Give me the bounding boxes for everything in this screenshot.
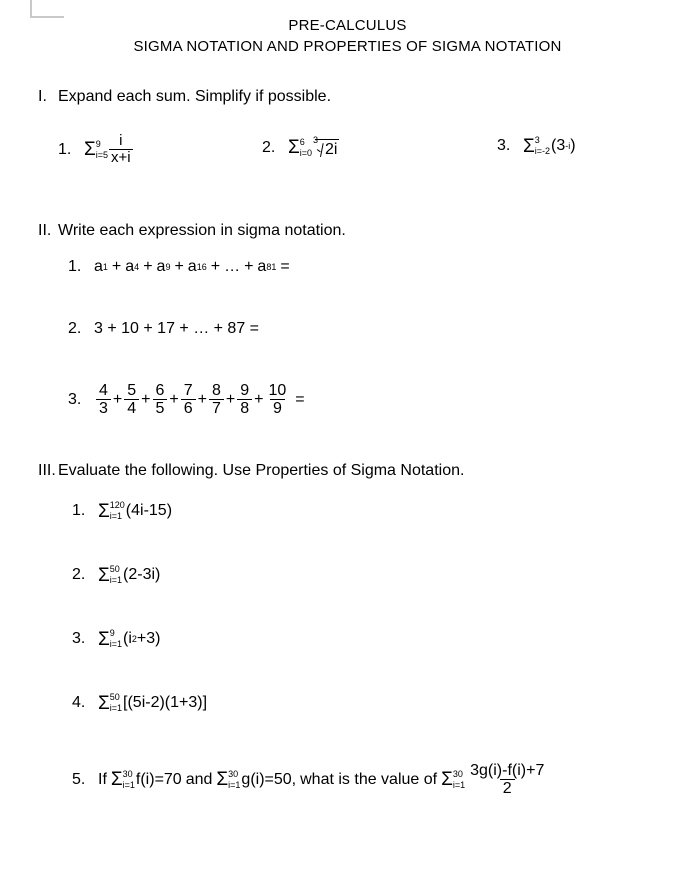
section-heading-3: [38, 462, 464, 480]
expression-fraction-series: [94, 382, 305, 417]
fraction-term-1: [96, 382, 111, 417]
sigma-limits: [228, 770, 240, 790]
problem-2-1: [68, 258, 290, 276]
question-text: what is the value of: [300, 770, 438, 788]
sigma-lower-limit: i=1: [109, 511, 123, 521]
power-exponent: -i: [565, 140, 571, 151]
sigma-operator-f: [111, 770, 135, 790]
sigma-upper-limit: 50: [109, 692, 120, 702]
sigma-limits: [300, 138, 312, 158]
fraction-numerator: i: [119, 132, 123, 149]
function-f-value: f(i)=70: [135, 770, 182, 788]
sigma-glyph: Σ: [84, 139, 96, 160]
sigma-limits: [110, 565, 122, 585]
plus-sign: +: [169, 390, 179, 408]
series-subscript-2: 4: [134, 261, 140, 272]
sigma-glyph: Σ: [110, 769, 123, 790]
sigma-lower-limit: i=5: [95, 149, 109, 160]
radical-cube-root: [313, 136, 339, 159]
fraction-numerator: 5: [127, 382, 137, 399]
sigma-limits: [123, 770, 135, 790]
series-subscript-3: 9: [165, 261, 171, 272]
conjunction-and: and: [185, 770, 213, 788]
fraction-numerator: 4: [99, 382, 108, 399]
document-title-secondary: SIGMA NOTATION AND PROPERTIES OF SIGMA NOTATION: [133, 38, 562, 55]
sigma-operator: [288, 138, 312, 158]
sigma-upper-limit: 30: [452, 768, 463, 779]
sigma-operator-target: [441, 770, 465, 790]
sigma-limits: [110, 501, 125, 521]
problem-3-4: [72, 693, 207, 713]
series-subscript-1: 1: [102, 261, 108, 272]
sigma-lower-limit: i=0: [299, 147, 313, 158]
sigma-upper-limit: 9: [95, 138, 101, 149]
equals-sign: =: [295, 390, 305, 408]
series-ellipsis: …: [224, 258, 241, 275]
sigma-limits: [535, 136, 550, 156]
fraction-numerator: 7: [183, 382, 193, 399]
expression-a-subscript-squares-series: [94, 258, 290, 276]
problem-number: 3.: [497, 137, 511, 154]
radicand: 2i: [325, 141, 338, 158]
problem-number: 2.: [72, 566, 86, 583]
section-numeral-2: II.: [38, 222, 52, 239]
plus-sign: +: [254, 390, 264, 408]
expression-sum-3-to-minus-i: [523, 136, 576, 156]
sigma-operator-g: [216, 770, 240, 790]
section-heading-1: [38, 88, 331, 106]
problem-number: 1.: [72, 502, 86, 519]
section-heading-text-1: Expand each sum. Simplify if possible.: [58, 88, 332, 105]
sigma-glyph: Σ: [288, 137, 300, 158]
expression-sum-2-minus-3i: [98, 565, 160, 585]
fraction-numerator: 6: [155, 382, 165, 399]
sigma-operator: [84, 140, 108, 160]
sigma-limits: [110, 629, 122, 649]
fraction-numerator: 9: [240, 382, 250, 399]
problem-1-3: [497, 136, 576, 156]
series-term-4: a: [187, 258, 197, 275]
series-term-3: a: [156, 258, 166, 275]
sigma-operator: [98, 501, 125, 521]
plus-sign: +: [197, 390, 207, 408]
fraction-numerator: 10: [268, 382, 287, 399]
summand-close: +3): [136, 630, 161, 647]
sigma-operator: [98, 629, 122, 649]
sigma-upper-limit: 9: [109, 628, 115, 638]
section-numeral-3: III.: [38, 462, 56, 479]
fraction-term-7: [266, 382, 290, 417]
plus-sign: +: [174, 258, 184, 275]
problem-2-2: [68, 320, 259, 338]
sigma-upper-limit: 30: [228, 768, 239, 779]
sigma-lower-limit: i=1: [109, 639, 123, 649]
summand: (2-3i): [123, 566, 161, 583]
plus-sign: +: [111, 258, 122, 275]
sigma-glyph: Σ: [523, 135, 535, 157]
document-title-primary: PRE-CALCULUS: [288, 17, 407, 34]
sigma-lower-limit: i=1: [109, 703, 123, 713]
fraction-denominator: 2: [500, 779, 515, 797]
plus-sign: +: [210, 258, 221, 275]
problem-number: 3.: [68, 390, 82, 408]
sigma-glyph: Σ: [441, 769, 453, 790]
function-g-value: g(i)=50,: [241, 770, 297, 788]
fraction-term-3: [153, 382, 168, 417]
plus-sign: +: [225, 390, 236, 408]
problem-2-3: [68, 382, 305, 417]
problem-3-3: [72, 629, 161, 649]
problem-3-5: [72, 762, 548, 797]
fraction-denominator: 7: [209, 399, 224, 417]
radical-hook-icon: [317, 143, 324, 156]
series-subscript-4: 16: [196, 261, 207, 272]
close-paren: ): [570, 137, 576, 154]
fraction-denominator: 8: [237, 399, 252, 417]
sigma-upper-limit: 120: [109, 500, 125, 510]
section-heading-text-2: Write each expression in sigma notation.: [58, 222, 346, 239]
section-heading-2: [38, 222, 346, 240]
sigma-glyph: Σ: [98, 500, 110, 522]
problem-number: 3.: [72, 630, 86, 647]
series-last-term: a: [257, 258, 267, 275]
expression-sum-cube-root-2i: [288, 136, 339, 159]
fraction-term-4: [181, 382, 196, 417]
power-base: 3: [556, 137, 566, 154]
expression-arithmetic-series-3-10-17: 3 + 10 + 17 + … + 87 =: [94, 320, 260, 337]
sigma-operator: [523, 136, 550, 156]
problem-number: 1.: [68, 258, 82, 275]
fraction-numerator: 3g(i)-f(i)+7: [470, 762, 545, 779]
sigma-lower-limit: i=1: [109, 575, 123, 585]
problem-3-2: [72, 565, 160, 585]
series-last-subscript: 81: [266, 261, 277, 272]
fraction-denominator: 6: [181, 399, 196, 417]
sigma-glyph: Σ: [98, 628, 110, 650]
sigma-upper-limit: 3: [534, 135, 540, 145]
problem-1-2: [262, 136, 339, 159]
problem-number: 4.: [72, 694, 86, 711]
expression-sum-i-squared-plus-3: [98, 629, 161, 649]
sigma-lower-limit: i=1: [122, 779, 135, 790]
sigma-lower-limit: i=-2: [534, 146, 551, 156]
sigma-lower-limit: i=1: [228, 779, 241, 790]
expression-word-problem-sum-properties: [98, 762, 548, 797]
fraction-denominator: 5: [153, 399, 168, 417]
fraction-term-5: [209, 382, 224, 417]
sigma-limits: [453, 770, 465, 790]
problem-number: 5.: [72, 770, 86, 788]
sigma-operator: [98, 693, 122, 713]
sigma-upper-limit: 50: [109, 564, 120, 574]
sigma-limits: [96, 140, 108, 160]
expression-sum-i-over-x-plus-i: [84, 133, 133, 166]
fraction-term-6: [237, 382, 252, 417]
problem-lead-text: If: [98, 770, 107, 788]
series-term-1: a: [94, 258, 103, 275]
summand-open: (i: [123, 630, 132, 647]
fraction-term-2: [124, 382, 139, 417]
section-numeral-1: I.: [38, 88, 47, 105]
fraction-numerator: 8: [212, 382, 221, 399]
fraction-denominator: x+i: [111, 149, 131, 166]
sigma-lower-limit: i=1: [452, 779, 466, 790]
problem-number: 2.: [262, 138, 276, 156]
problem-number: 1.: [58, 140, 72, 158]
plus-sign: +: [143, 258, 153, 275]
radical-index: 3: [313, 135, 319, 145]
sigma-glyph: Σ: [98, 692, 110, 714]
equals-sign: =: [280, 258, 290, 275]
plus-sign: +: [141, 390, 151, 408]
fraction-denominator: 9: [270, 399, 285, 417]
sigma-upper-limit: 30: [122, 768, 133, 779]
problem-number: 2.: [68, 320, 82, 337]
expression-sum-product-5i-minus-2: [98, 693, 207, 713]
summand: [(5i-2)(1+3)]: [123, 694, 208, 711]
problem-3-1: [72, 501, 172, 521]
document-title-block: [0, 15, 695, 57]
radical-body: [315, 139, 339, 159]
summand-exponent: 2: [131, 633, 137, 644]
sigma-glyph: Σ: [98, 564, 110, 586]
section-heading-text-3: Evaluate the following. Use Properties of Sigma Notation.: [58, 462, 465, 479]
plus-sign: +: [112, 390, 123, 408]
fraction-denominator: 3: [96, 399, 111, 417]
sigma-upper-limit: 6: [299, 136, 305, 147]
summand: (4i-15): [125, 502, 173, 519]
sigma-operator: [98, 565, 122, 585]
fraction-denominator: 4: [124, 399, 139, 417]
plus-sign: +: [244, 258, 254, 275]
problem-1-1: [58, 133, 133, 166]
open-paren: (: [551, 137, 557, 154]
sigma-limits: [110, 693, 122, 713]
sigma-glyph: Σ: [216, 769, 229, 790]
series-term-2: a: [125, 258, 135, 275]
fraction-summand: [467, 762, 547, 797]
fraction-i-over-x-plus-i: [109, 133, 133, 166]
expression-sum-4i-minus-15: [98, 501, 172, 521]
